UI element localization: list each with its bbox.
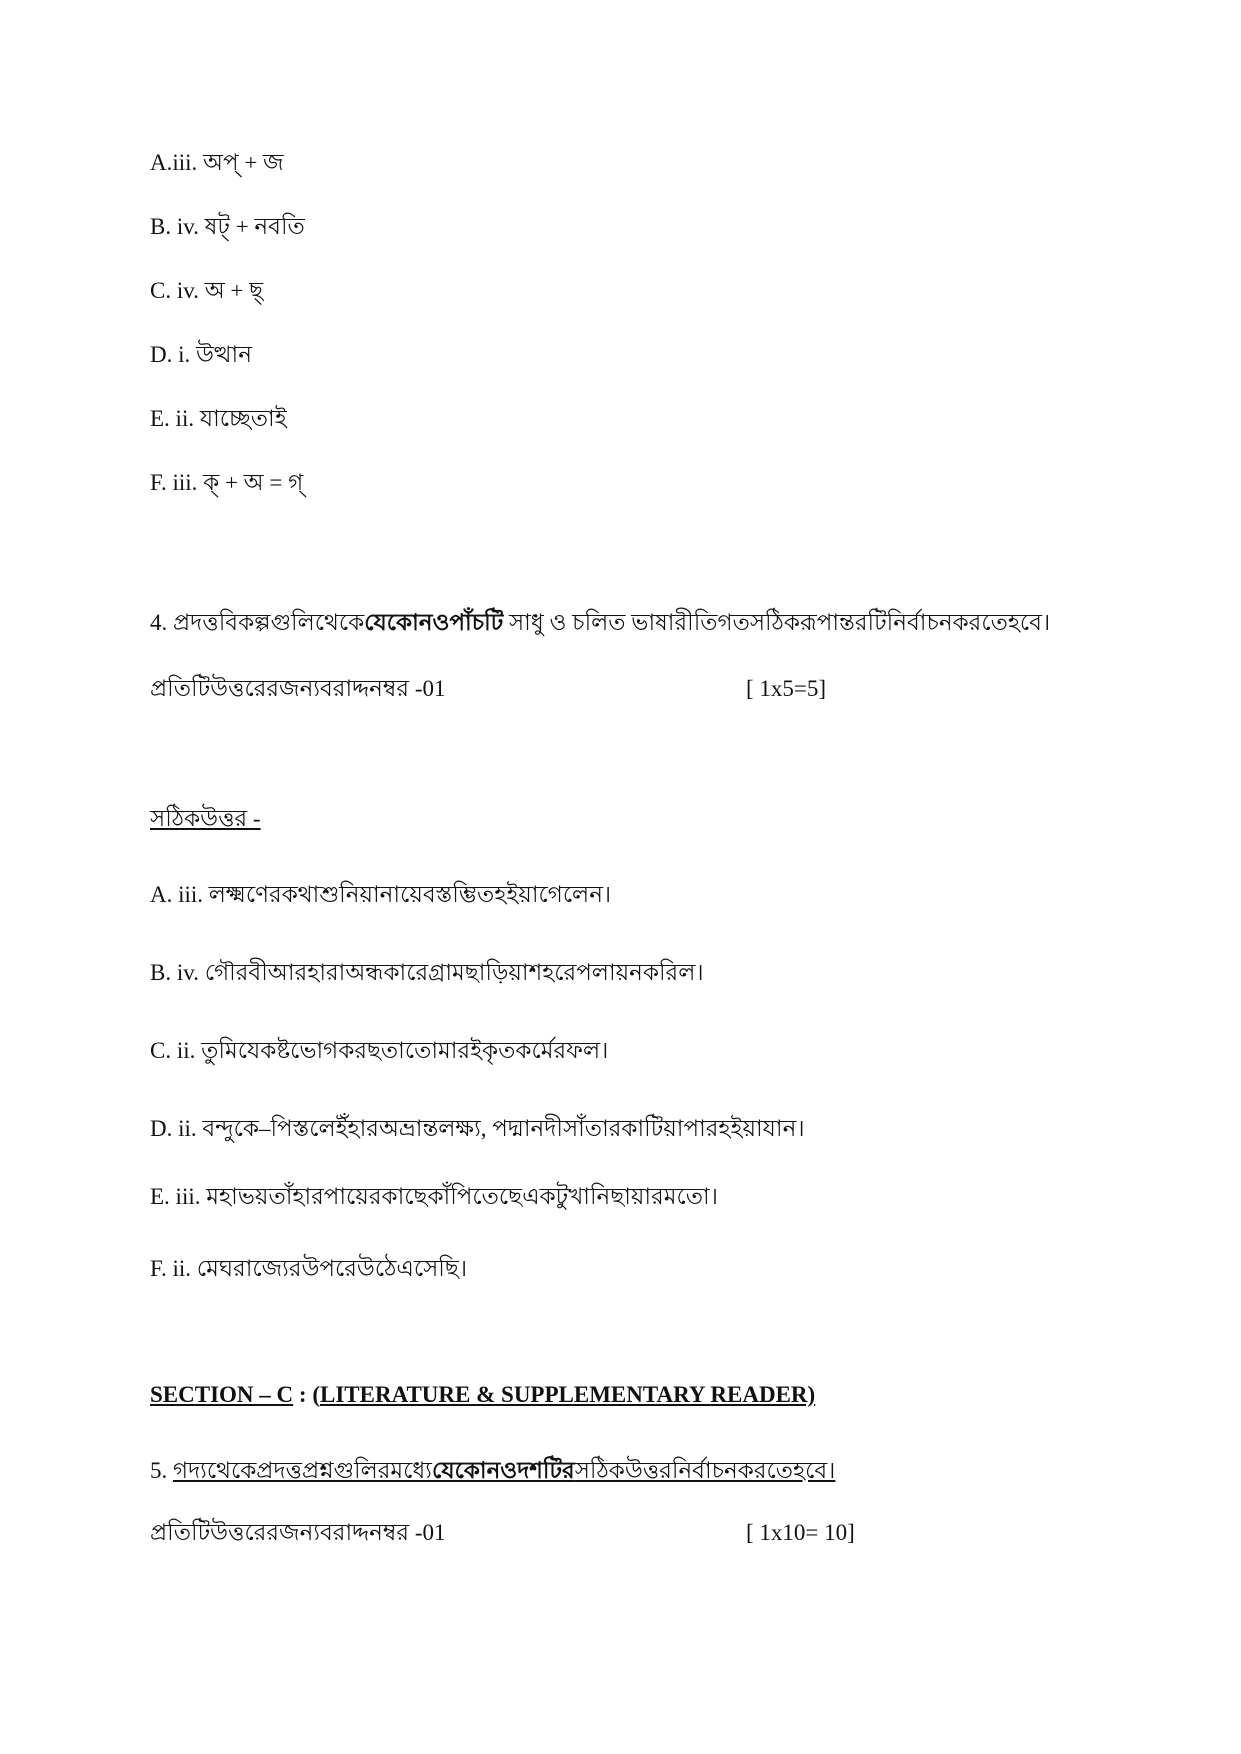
answer-label: F. iii. xyxy=(150,470,198,495)
answer-label: A.iii. xyxy=(150,150,198,175)
marks-total: [ 1x5=5] xyxy=(746,676,827,701)
answer-text: অপ্ + জ xyxy=(203,150,284,175)
answer-label: B. iv. xyxy=(150,960,199,985)
answer-text: ক্ + অ = গ্ xyxy=(203,470,304,495)
answer-label: E. ii. xyxy=(150,406,195,431)
answer-label: C. ii. xyxy=(150,1038,196,1063)
answer-text: মহাভয়তাঁহারপায়েরকাছেকাঁপিতেছেএকটুখানিছায়ারমতো। xyxy=(206,1184,718,1209)
marks-line: প্রতিটিউত্তরেরজন্যবরাদ্দনম্বর -01 xyxy=(150,1520,446,1545)
answer-label: F. ii. xyxy=(150,1256,191,1281)
answer-label: B. iv. xyxy=(150,214,199,239)
answer-text: অ + ছ্ xyxy=(204,278,264,303)
answer-line xyxy=(150,276,263,306)
answer-label: C. iv. xyxy=(150,278,199,303)
answer-text: তুমিযেকষ্টভোগকরছতাতোমারইকৃতকর্মেরফল। xyxy=(201,1038,609,1063)
answer-text: লক্ষ্মণেরকথাশুনিয়ানায়েবস্তম্ভিতহইয়াগেলেন। xyxy=(208,882,612,907)
marks-line: প্রতিটিউত্তরেরজন্যবরাদ্দনম্বর -01 xyxy=(150,676,446,701)
answer-line xyxy=(150,1114,805,1144)
section-label: SECTION – C xyxy=(150,1382,294,1407)
answer-text: গৌরবীআরহারাঅন্ধকারেগ্রামছাড়িয়াশহরেপলায়নকরিল। xyxy=(204,960,704,985)
question-emphasis: যেকোনওপাঁচটি xyxy=(364,610,504,635)
question-number: 5. xyxy=(150,1458,173,1483)
question-emphasis: যেকোনওদশটির xyxy=(431,1458,575,1483)
answer-line xyxy=(150,212,305,242)
answer-line xyxy=(150,880,611,910)
answer-line xyxy=(150,340,252,370)
answer-line xyxy=(150,1036,608,1066)
correct-answers-heading: সঠিকউত্তর - xyxy=(150,806,261,831)
answer-label: D. i. xyxy=(150,342,191,367)
question-prefix: 4. প্রদত্তবিকল্পগুলিথেকে xyxy=(150,610,365,635)
answer-label: D. ii. xyxy=(150,1116,197,1141)
answer-text: উত্থান xyxy=(196,342,252,367)
answer-line xyxy=(150,468,303,498)
question-suffix: সঠিকউত্তরনির্বাচনকরতেহবে। xyxy=(574,1458,836,1483)
answer-label: E. iii. xyxy=(150,1184,201,1209)
question-suffix: সাধু ও চলিত ভাষারীতিগতসঠিকরূপান্তরটিনির্বাচনকরতেহবে। xyxy=(503,610,1051,635)
answer-text: বন্দুকে–পিস্তলেইঁহারঅভ্রান্তলক্ষ্য, পদ্মানদীসাঁতারকাটিয়াপারহইয়াযান। xyxy=(202,1116,805,1141)
answer-label: A. iii. xyxy=(150,882,204,907)
section-c-heading xyxy=(150,1380,815,1410)
answer-text: ষট্ + নবতি xyxy=(204,214,305,239)
answer-line xyxy=(150,404,287,434)
answer-line xyxy=(150,1254,467,1284)
answer-line xyxy=(150,148,284,178)
answer-line xyxy=(150,1182,718,1212)
marks-total: [ 1x10= 10] xyxy=(746,1520,855,1545)
answer-text: যাচ্ছেতাই xyxy=(199,406,287,431)
section-separator: : ( xyxy=(293,1382,320,1407)
section-title: LITERATURE & SUPPLEMENTARY READER) xyxy=(319,1382,816,1407)
question-prefix: গদ্যথেকেপ্রদত্তপ্রশ্নগুলিরমধ্যে xyxy=(173,1458,432,1483)
answer-line xyxy=(150,958,704,988)
answer-text: মেঘরাজ্যেরউপরেউঠেএসেছি। xyxy=(196,1256,468,1281)
question-5 xyxy=(150,1456,835,1486)
question-4 xyxy=(150,608,1050,638)
